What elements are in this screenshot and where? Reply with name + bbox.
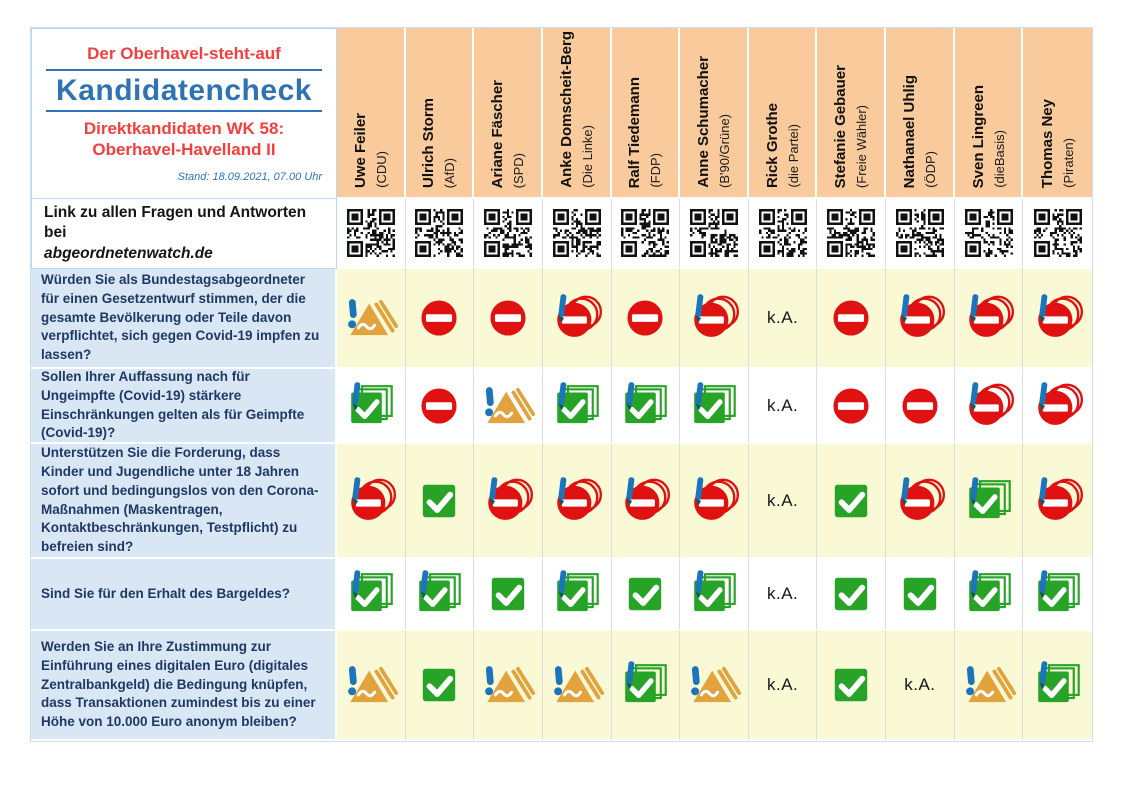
- green-check-icon: [481, 568, 535, 620]
- green-check-with-pages-icon: [344, 380, 398, 432]
- question-text-5: [31, 631, 337, 741]
- green-check-with-pages-icon: [962, 475, 1016, 527]
- answer-q2-uwe-feiler: [337, 369, 406, 444]
- red-prohibition-icon: [824, 292, 878, 344]
- table: [30, 27, 1093, 742]
- candidate-name: Ralf Tiedemann: [626, 76, 644, 188]
- qr-code: [553, 209, 601, 257]
- candidate-header-stefanie-gebauer: [817, 28, 886, 199]
- candidate-name: Anne Schumacher: [694, 56, 712, 188]
- answer-q2-thomas-ney: [1023, 369, 1092, 444]
- answer-q5-ariane-f-scher: [474, 631, 543, 741]
- red-prohibition-with-pages-icon: [962, 380, 1016, 432]
- answer-q2-nathanael-uhlig: [886, 369, 955, 444]
- header-row: [31, 28, 1092, 199]
- answer-q4-thomas-ney: [1023, 559, 1092, 631]
- question-row-5: [31, 631, 1092, 741]
- qr-code: [759, 209, 807, 257]
- candidate-header-sven-lingreen: [955, 28, 1024, 199]
- answer-q4-stefanie-gebauer: [817, 559, 886, 631]
- green-check-with-pages-icon: [687, 568, 741, 620]
- red-prohibition-with-pages-icon: [1031, 292, 1085, 344]
- red-prohibition-with-pages-icon: [687, 292, 741, 344]
- question-text-1: [31, 269, 337, 369]
- candidate-name: Sven Lingreen: [969, 84, 987, 188]
- question-label: Würden Sie als Bundestagsabgeordneter für einen Gesetzentwurf stimmen, der die gesamte Bevölkerung oder Teile davon verpflichtet, sich gegen Covid-19 impfen zu lassen?: [41, 271, 320, 363]
- answer-q1-ralf-tiedemann: [612, 269, 681, 369]
- qr-cell-anne-schumacher: [680, 199, 749, 269]
- answer-q1-stefanie-gebauer: [817, 269, 886, 369]
- answer-q3-thomas-ney: [1023, 444, 1092, 559]
- candidate-header-ralf-tiedemann: [612, 28, 681, 199]
- red-prohibition-with-pages-icon: [550, 475, 604, 527]
- answer-q1-ariane-f-scher: [474, 269, 543, 369]
- red-prohibition-icon: [893, 380, 947, 432]
- candidate-name: Thomas Ney: [1039, 98, 1057, 188]
- question-label: Unterstützen Sie die Forderung, dass Kinder und Jugendliche unter 18 Jahren sofort und bedingungslos von den Corona-Maßnahmen (Maskentragen, Kontaktbeschränkungen, Testpflicht) zu befreien sind?: [41, 444, 319, 555]
- qr-cell-uwe-feiler: [337, 199, 406, 269]
- candidate-header-uwe-feiler: [337, 28, 406, 199]
- red-prohibition-with-pages-icon: [1031, 380, 1085, 432]
- qr-cell-ralf-tiedemann: [612, 199, 681, 269]
- answer-q3-sven-lingreen: [955, 444, 1024, 559]
- no-answer-label: k.A.: [766, 395, 799, 415]
- qr-code: [896, 209, 944, 257]
- no-answer-label: k.A.: [766, 308, 799, 327]
- green-check-icon: [824, 568, 878, 620]
- answer-q2-rick-grothe: [749, 369, 818, 444]
- candidate-party: (Die Linke): [579, 125, 595, 188]
- candidate-header-rick-grothe: [749, 28, 818, 199]
- red-prohibition-with-pages-icon: [481, 475, 535, 527]
- candidate-header-nathanael-uhlig: [886, 28, 955, 199]
- orange-warning-triangle-icon: [481, 659, 535, 711]
- question-text-4: [31, 559, 337, 631]
- answer-q5-anke-domscheit-berg: [543, 631, 612, 741]
- answer-q2-ralf-tiedemann: [612, 369, 681, 444]
- answer-q4-ulrich-storm: [406, 559, 475, 631]
- candidate-party: (B'90/Grüne): [716, 113, 732, 188]
- qr-cell-thomas-ney: [1023, 199, 1092, 269]
- green-check-with-pages-icon: [618, 659, 672, 711]
- answer-q4-ariane-f-scher: [474, 559, 543, 631]
- red-prohibition-with-pages-icon: [618, 475, 672, 527]
- answer-q3-ralf-tiedemann: [612, 444, 681, 559]
- title-cell: [31, 28, 337, 199]
- green-check-with-pages-icon: [962, 568, 1016, 620]
- answer-q5-uwe-feiler: [337, 631, 406, 741]
- qr-cell-rick-grothe: [749, 199, 818, 269]
- green-check-icon: [824, 659, 878, 711]
- red-prohibition-with-pages-icon: [962, 292, 1016, 344]
- candidate-header-anke-domscheit-berg: [543, 28, 612, 199]
- answer-q2-anke-domscheit-berg: [543, 369, 612, 444]
- answer-q5-rick-grothe: [749, 631, 818, 741]
- answer-q2-ariane-f-scher: [474, 369, 543, 444]
- answer-q5-ulrich-storm: [406, 631, 475, 741]
- candidate-name: Ariane Fäscher: [489, 79, 507, 188]
- answer-q2-anne-schumacher: [680, 369, 749, 444]
- green-check-with-pages-icon: [1031, 568, 1085, 620]
- answer-q3-anne-schumacher: [680, 444, 749, 559]
- answer-q5-stefanie-gebauer: [817, 631, 886, 741]
- qr-row: [31, 199, 1092, 269]
- qr-cell-nathanael-uhlig: [886, 199, 955, 269]
- answer-q3-ulrich-storm: [406, 444, 475, 559]
- answer-q1-sven-lingreen: [955, 269, 1024, 369]
- qr-label-line2: abgeordnetenwatch.de: [44, 244, 213, 262]
- candidate-name: Ulrich Storm: [420, 97, 438, 188]
- orange-warning-triangle-icon: [344, 292, 398, 344]
- red-prohibition-icon: [824, 380, 878, 432]
- qr-code: [415, 209, 463, 257]
- green-check-with-pages-icon: [550, 380, 604, 432]
- answer-q4-sven-lingreen: [955, 559, 1024, 631]
- orange-warning-triangle-icon: [550, 659, 604, 711]
- orange-warning-triangle-icon: [687, 659, 741, 711]
- answer-q5-ralf-tiedemann: [612, 631, 681, 741]
- qr-code: [484, 209, 532, 257]
- question-text-3: [31, 444, 337, 559]
- answer-q4-anke-domscheit-berg: [543, 559, 612, 631]
- candidate-party: (dieBasis): [991, 130, 1007, 188]
- question-row-4: [31, 559, 1092, 631]
- answer-q3-uwe-feiler: [337, 444, 406, 559]
- qr-label-cell: [31, 199, 337, 269]
- red-prohibition-with-pages-icon: [893, 475, 947, 527]
- candidate-party: (AfD): [442, 157, 458, 188]
- candidate-party: (Freie Wähler): [854, 104, 870, 188]
- answer-q1-thomas-ney: [1023, 269, 1092, 369]
- title-line1: Der Oberhavel-steht-auf: [87, 43, 281, 63]
- qr-cell-ulrich-storm: [406, 199, 475, 269]
- qr-cell-stefanie-gebauer: [817, 199, 886, 269]
- green-check-icon: [412, 659, 466, 711]
- orange-warning-triangle-icon: [481, 380, 535, 432]
- candidate-party: (Piraten): [1061, 138, 1077, 188]
- answer-q1-rick-grothe: [749, 269, 818, 369]
- question-row-1: [31, 269, 1092, 369]
- question-row-2: [31, 369, 1092, 444]
- candidate-party: (die Partei): [785, 124, 801, 188]
- qr-code: [827, 209, 875, 257]
- green-check-icon: [412, 475, 466, 527]
- answer-q5-nathanael-uhlig: [886, 631, 955, 741]
- red-prohibition-icon: [481, 292, 535, 344]
- candidate-party: (SPD): [511, 152, 527, 188]
- answer-q4-anne-schumacher: [680, 559, 749, 631]
- candidate-name: Uwe Feiler: [351, 112, 369, 188]
- answer-q3-ariane-f-scher: [474, 444, 543, 559]
- candidate-party: (ÖDP): [922, 151, 938, 188]
- answer-q5-anne-schumacher: [680, 631, 749, 741]
- candidate-header-anne-schumacher: [680, 28, 749, 199]
- candidate-party: (FDP): [648, 153, 664, 188]
- green-check-with-pages-icon: [550, 568, 604, 620]
- answer-q5-sven-lingreen: [955, 631, 1024, 741]
- qr-cell-anke-domscheit-berg: [543, 199, 612, 269]
- red-prohibition-icon: [412, 380, 466, 432]
- red-prohibition-icon: [618, 292, 672, 344]
- answer-q3-stefanie-gebauer: [817, 444, 886, 559]
- qr-code: [690, 209, 738, 257]
- answer-q1-nathanael-uhlig: [886, 269, 955, 369]
- answer-q2-sven-lingreen: [955, 369, 1024, 444]
- green-check-with-pages-icon: [1031, 659, 1085, 711]
- no-answer-label: k.A.: [766, 584, 799, 603]
- question-text-2: [31, 369, 337, 444]
- subtitle-line1: Direktkandidaten WK 58:: [83, 119, 285, 139]
- no-answer-label: k.A.: [904, 675, 936, 694]
- answer-q4-nathanael-uhlig: [886, 559, 955, 631]
- answer-q4-uwe-feiler: [337, 559, 406, 631]
- question-label: Werden Sie an Ihre Zustimmung zur Einführung eines digitalen Euro (digitales Zentralbankgeld) die Bedingung knüpfen, dass Transaktionen zumindest bis zu einer Höhe von 10.000 Euro anonym bleiben?: [41, 638, 316, 730]
- green-check-icon: [893, 568, 947, 620]
- candidate-name: Anke Domscheit-Berg: [557, 31, 575, 188]
- answer-q1-anne-schumacher: [680, 269, 749, 369]
- answer-q2-stefanie-gebauer: [817, 369, 886, 444]
- candidate-header-ulrich-storm: [406, 28, 475, 199]
- qr-code: [965, 209, 1013, 257]
- red-prohibition-with-pages-icon: [550, 292, 604, 344]
- red-prohibition-with-pages-icon: [687, 475, 741, 527]
- main-title: Kandidatencheck: [46, 69, 322, 112]
- question-label: Sind Sie für den Erhalt des Bargeldes?: [41, 585, 291, 601]
- red-prohibition-icon: [412, 292, 466, 344]
- candidate-name: Nathanael Uhlig: [900, 74, 918, 188]
- green-check-icon: [618, 568, 672, 620]
- answer-q4-rick-grothe: [749, 559, 818, 631]
- question-label: Sollen Ihrer Auffassung nach für Ungeimpfte (Covid-19) stärkere Einschränkungen gelten als für Geimpfte (Covid-19)?: [41, 369, 305, 441]
- answer-q3-anke-domscheit-berg: [543, 444, 612, 559]
- qr-code: [1034, 209, 1082, 257]
- red-prohibition-with-pages-icon: [1031, 475, 1085, 527]
- answer-q2-ulrich-storm: [406, 369, 475, 444]
- answer-q1-uwe-feiler: [337, 269, 406, 369]
- candidate-header-thomas-ney: [1023, 28, 1092, 199]
- no-answer-label: k.A.: [766, 675, 799, 694]
- qr-cell-sven-lingreen: [955, 199, 1024, 269]
- red-prohibition-with-pages-icon: [344, 475, 398, 527]
- stand-timestamp: Stand: 18.09.2021, 07.00 Uhr: [177, 171, 322, 184]
- green-check-with-pages-icon: [618, 380, 672, 432]
- subtitle-line2: Oberhavel-Havelland II: [92, 139, 276, 159]
- green-check-with-pages-icon: [344, 568, 398, 620]
- answer-q3-rick-grothe: [749, 444, 818, 559]
- answer-q1-ulrich-storm: [406, 269, 475, 369]
- question-row-3: [31, 444, 1092, 559]
- answer-q5-thomas-ney: [1023, 631, 1092, 741]
- qr-code: [621, 209, 669, 257]
- red-prohibition-with-pages-icon: [893, 292, 947, 344]
- qr-code: [347, 209, 395, 257]
- candidate-name: Stefanie Gebauer: [832, 64, 850, 188]
- answer-q3-nathanael-uhlig: [886, 444, 955, 559]
- green-check-with-pages-icon: [687, 380, 741, 432]
- candidate-party: (CDU): [373, 151, 389, 188]
- green-check-with-pages-icon: [412, 568, 466, 620]
- candidate-header-ariane-f-scher: [474, 28, 543, 199]
- qr-cell-ariane-f-scher: [474, 199, 543, 269]
- no-answer-label: k.A.: [766, 490, 799, 510]
- orange-warning-triangle-icon: [344, 659, 398, 711]
- green-check-icon: [824, 475, 878, 527]
- answer-q1-anke-domscheit-berg: [543, 269, 612, 369]
- answer-q4-ralf-tiedemann: [612, 559, 681, 631]
- qr-label-line1: Link zu allen Fragen und Antworten bei: [44, 204, 307, 242]
- candidate-name: Rick Grothe: [763, 102, 781, 188]
- orange-warning-triangle-icon: [962, 659, 1016, 711]
